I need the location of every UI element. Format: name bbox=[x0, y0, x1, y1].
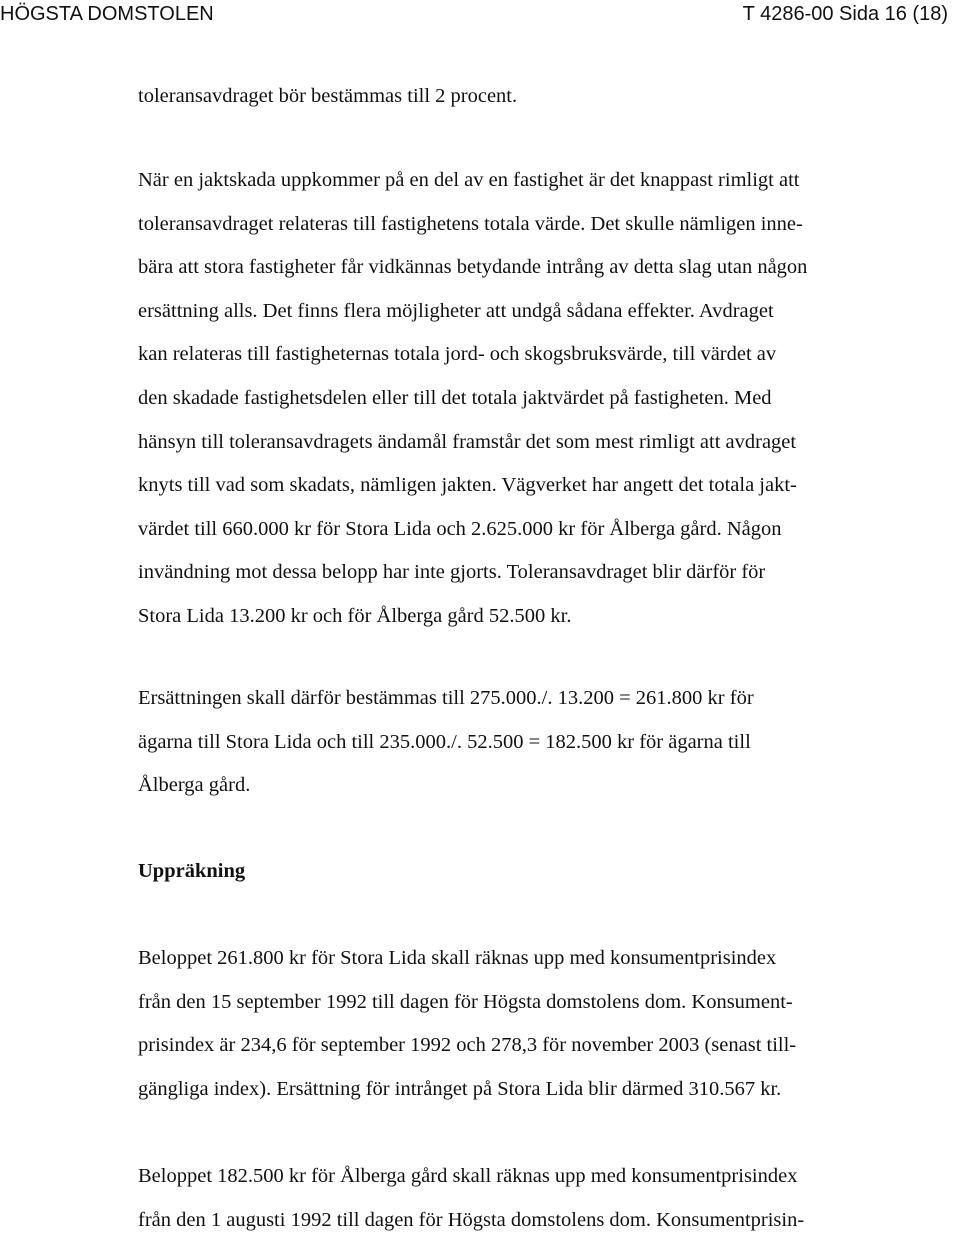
text-line: från den 15 september 1992 till dagen för Högsta domstolens dom. Konsument- bbox=[138, 990, 793, 1013]
text-line: den skadade fastighetsdelen eller till det totala jaktvärdet på fastigheten. Med bbox=[138, 386, 772, 409]
text-line: gängliga index). Ersättning för intrånget på Stora Lida blir därmed 310.567 kr. bbox=[138, 1077, 782, 1100]
text-line: Ersättningen skall därför bestämmas till 275.000./. 13.200 = 261.800 kr för bbox=[138, 687, 754, 709]
text-line: toleransavdraget relateras till fastighetens totala värde. Det skulle nämligen inne- bbox=[138, 212, 803, 235]
paragraph-5 bbox=[138, 1155, 960, 1242]
text-line: Beloppet 182.500 kr för Ålberga gård skall räknas upp med konsumentprisindex bbox=[138, 1165, 798, 1187]
court-name: HÖGSTA DOMSTOLEN bbox=[0, 3, 214, 25]
text-line: hänsyn till toleransavdragets ändamål framstår det som mest rimligt att avdraget bbox=[138, 430, 797, 453]
text-line: invändning mot dessa belopp har inte gjorts. Toleransavdraget blir därför för bbox=[138, 561, 766, 584]
paragraph-1 bbox=[138, 75, 960, 119]
text-line: värdet till 660.000 kr för Stora Lida och 2.625.000 kr för Ålberga gård. Någon bbox=[138, 517, 782, 540]
text-line: från den 1 augusti 1992 till dagen för Högsta domstolens dom. Konsumentprisin- bbox=[138, 1208, 805, 1231]
heading-text: Uppräkning bbox=[138, 860, 246, 882]
case-and-page-number: T 4286-00 Sida 16 (18) bbox=[742, 3, 948, 25]
text-line: toleransavdraget bör bestämmas till 2 procent. bbox=[138, 85, 518, 107]
text-line: ersättning alls. Det finns flera möjligheter att undgå sådana effekter. Avdraget bbox=[138, 299, 774, 322]
text-line: kan relateras till fastigheternas totala jord- och skogsbruksvärde, till värdet av bbox=[138, 343, 777, 366]
text-line: Beloppet 261.800 kr för Stora Lida skall räknas upp med konsumentprisindex bbox=[138, 947, 777, 969]
text-line: ägarna till Stora Lida och till 235.000./. 52.500 = 182.500 kr för ägarna till bbox=[138, 730, 751, 753]
text-line: Ålberga gård. bbox=[138, 774, 251, 797]
text-line: bära att stora fastigheter får vidkännas betydande intrång av detta slag utan någon bbox=[138, 256, 808, 279]
text-line: När en jaktskada uppkommer på en del av en fastighet är det knappast rimligt att bbox=[138, 169, 800, 191]
text-line: Stora Lida 13.200 kr och för Ålberga gård 52.500 kr. bbox=[138, 604, 572, 627]
section-heading bbox=[138, 850, 960, 894]
paragraph-4 bbox=[138, 937, 960, 1111]
text-line: prisindex är 234,6 för september 1992 och 278,3 för november 2003 (senast till- bbox=[138, 1034, 797, 1057]
paragraph-3 bbox=[138, 677, 960, 808]
text-line: knyts till vad som skadats, nämligen jakten. Vägverket har angett det totala jakt- bbox=[138, 474, 797, 497]
paragraph-2 bbox=[138, 159, 960, 639]
